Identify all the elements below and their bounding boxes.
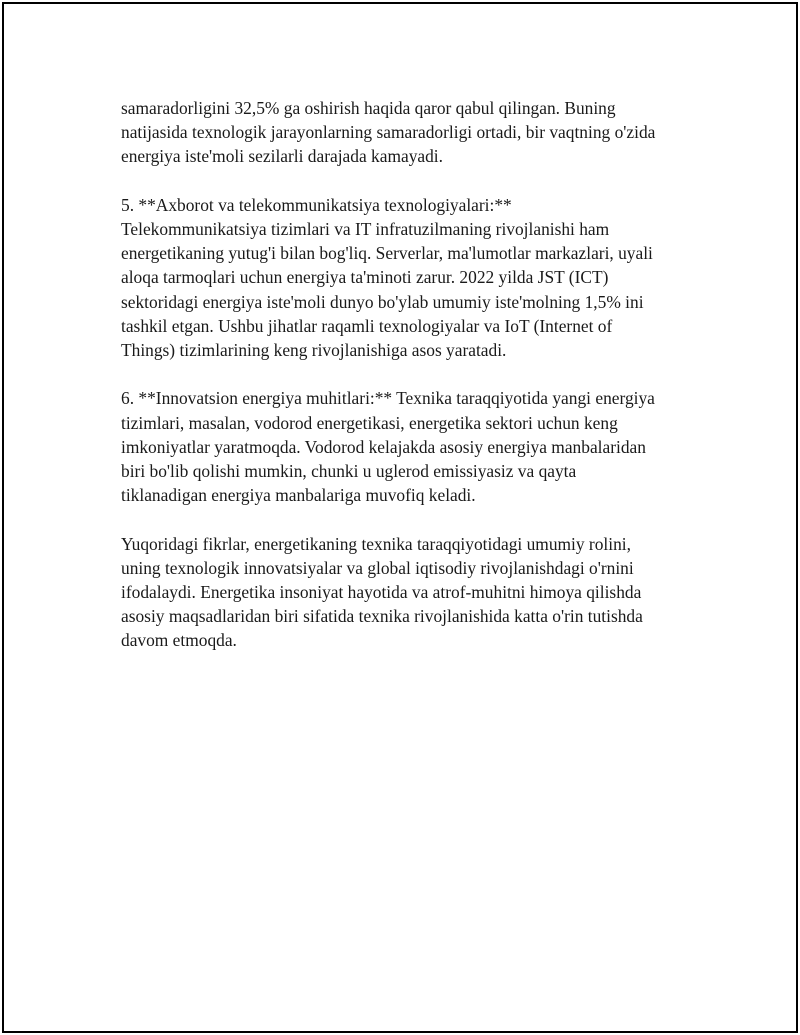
paragraph-ict	[121, 193, 701, 362]
text-line: biri bo'lib qolishi mumkin, chunki u uglerod emissiyasiz va qayta	[121, 461, 577, 482]
text-line: tizimlari, masalan, vodorod energetikasi, energetika sektori uchun keng	[121, 412, 618, 433]
text-line: Telekommunikatsiya tizimlari va IT infratuzilmaning rivojlanishi ham	[121, 219, 610, 239]
paragraph-energy-efficiency	[121, 96, 701, 169]
text-line: sektoridagi energiya iste'moli dunyo bo'ylab umumiy iste'molning 1,5% ini	[121, 291, 644, 312]
document-page	[2, 2, 798, 1033]
text-line: Yuqoridagi fikrlar, energetikaning texnika taraqqiyotidagi umumiy rolini,	[121, 533, 631, 554]
text-line: ifodalaydi. Energetika insoniyat hayotida va atrof-muhitni himoya qilishda	[121, 582, 642, 603]
text-line: Things) tizimlarining keng rivojlanishiga asos yaratadi.	[121, 340, 507, 361]
document-body	[121, 96, 701, 677]
text-line: samaradorligini 32,5% ga oshirish haqida qaror qabul qilingan. Buning	[121, 98, 616, 118]
paragraph-innovative-energy	[121, 386, 701, 507]
section-heading-line: 5. **Axborot va telekommunikatsiya texnologiyalari:**	[121, 194, 512, 215]
text-line: davom etmoqda.	[121, 630, 237, 651]
section-heading-line: 6. **Innovatsion energiya muhitlari:** Texnika taraqqiyotida yangi energiya	[121, 388, 655, 409]
text-line: energetikaning yutug'i bilan bog'liq. Serverlar, ma'lumotlar markazlari, uyali	[121, 243, 653, 264]
text-line: uning texnologik innovatsiyalar va global iqtisodiy rivojlanishdagi o'rnini	[121, 557, 634, 578]
paragraph-conclusion	[121, 532, 701, 653]
text-line: natijasida texnologik jarayonlarning samaradorligi ortadi, bir vaqtning o'zida	[121, 122, 656, 143]
text-line: asosiy maqsadlaridan biri sifatida texnika rivojlanishida katta o'rin tutishda	[121, 606, 643, 627]
text-line: energiya iste'moli sezilarli darajada kamayadi.	[121, 146, 443, 167]
text-line: imkoniyatlar yaratmoqda. Vodorod kelajakda asosiy energiya manbalaridan	[121, 436, 646, 457]
text-line: tashkil etgan. Ushbu jihatlar raqamli texnologiyalar va IoT (Internet of	[121, 315, 613, 336]
text-line: aloqa tarmoqlari uchun energiya ta'minoti zarur. 2022 yilda JST (ICT)	[121, 267, 609, 288]
text-line: tiklanadigan energiya manbalariga muvofiq keladi.	[121, 485, 476, 506]
